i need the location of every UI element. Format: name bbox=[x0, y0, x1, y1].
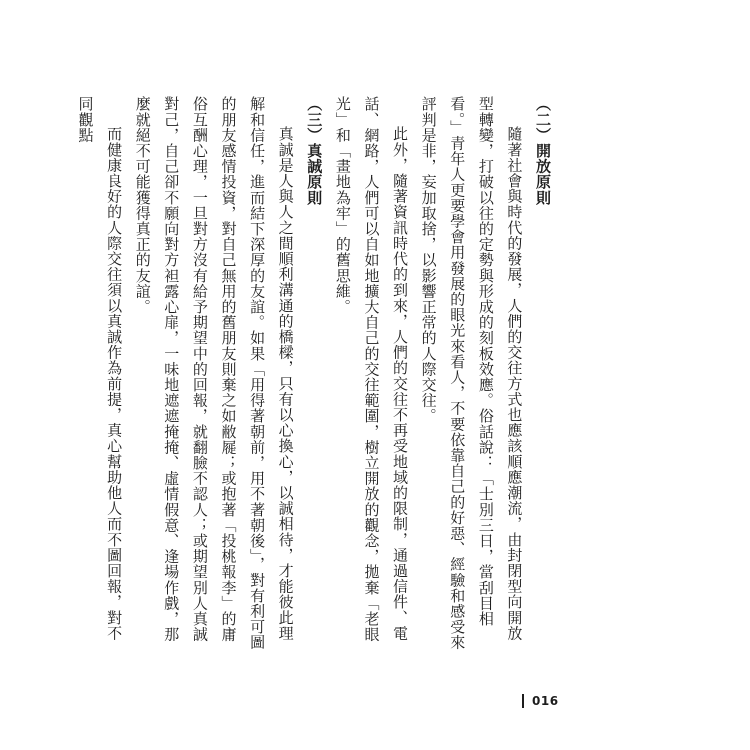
paragraph-sincerity-2: 而健康良好的人際交往須以真誠作為前提，真心幫助他人而不圖回報，對不同觀點 bbox=[76, 96, 124, 641]
footer-divider-bar bbox=[522, 694, 524, 708]
paragraph-open-2: 此外，隨著資訊時代的到來，人們的交往不再受地域的限制，通過信件、電話、網路，人們可以自如地擴大自己的交往範圍，樹立開放的觀念，拋棄「老眼光」和「畫地為牢」的舊思維。 bbox=[333, 96, 410, 642]
page-footer bbox=[522, 694, 559, 708]
page-number: 016 bbox=[532, 694, 559, 708]
section-heading-open-principle: （二）開放原則 bbox=[534, 96, 552, 206]
paragraph-sincerity-1: 真誠是人與人之間順利溝通的橋樑，只有以心換心，以誠相待，才能彼此理解和信任，進而結下深厚的友誼。如果「用得著朝前，用不著朝後」，對有利可圖的朋友感情投資，對自己無用的舊朋友則棄之如敝屣；或抱著「投桃報李」的庸俗互酬心理，一旦對方沒有給予期望中的回報，就翻臉不認人；或期望別人真誠對己，自己卻不願向對方袒露心扉，一味地遮遮掩掩、虛情假意、逢場作戲，那麼就絕不可能獲得真正的友誼。 bbox=[133, 96, 295, 651]
paragraph-open-1: 隨著社會與時代的發展，人們的交往方式也應該順應潮流，由封閉型向開放型轉變，打破以往的定勢與形成的刻板效應。俗話說：「士別三日，當刮目相看。」青年人更要學會用發展的眼光來看人，不要依靠自己的好惡、經驗和感受來評判是非，妄加取捨，以影響正常的人際交往。 bbox=[419, 96, 524, 651]
vertical-text-block bbox=[76, 96, 557, 656]
section-heading-sincerity-principle: （三）真誠原則 bbox=[305, 96, 324, 206]
